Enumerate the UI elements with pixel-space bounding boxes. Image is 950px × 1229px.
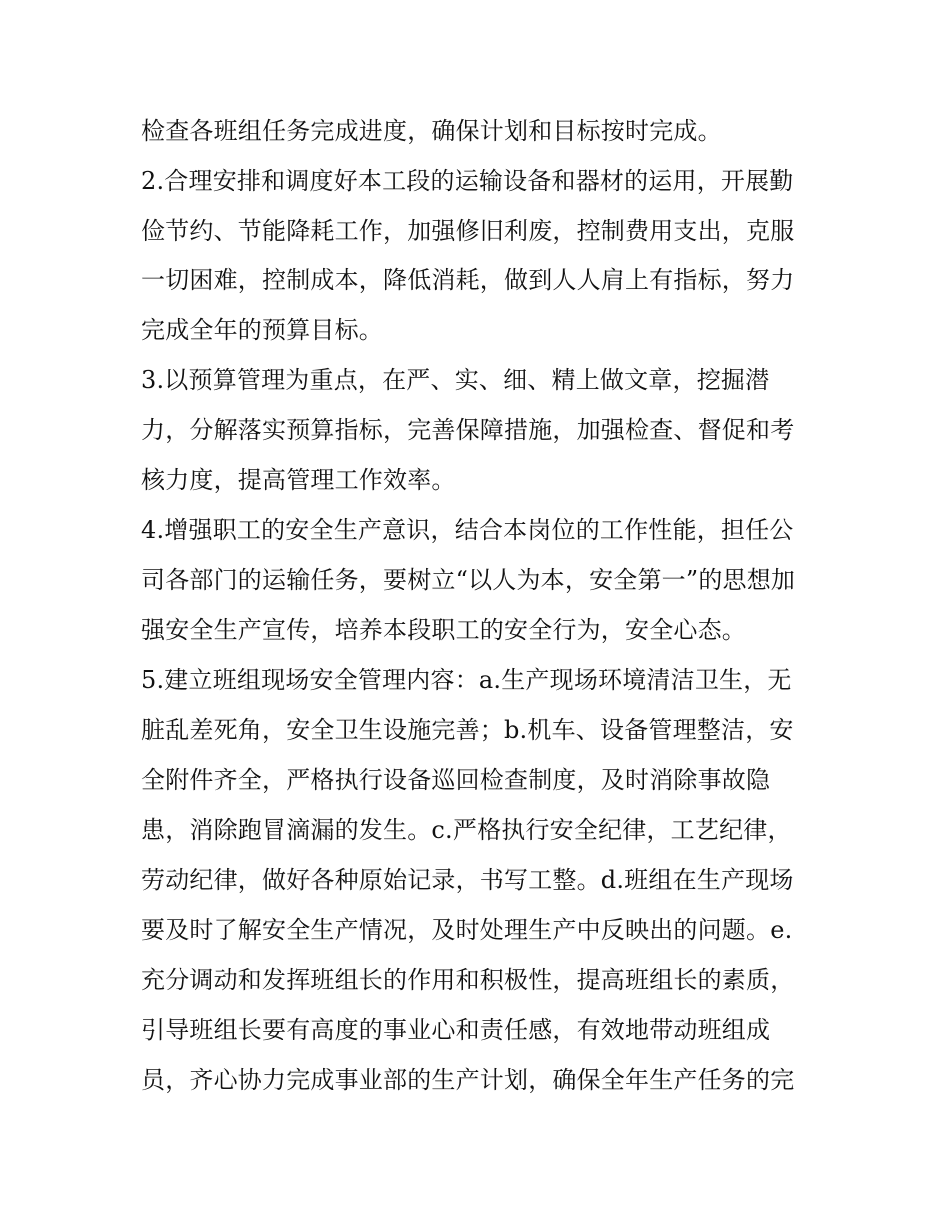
text-line: 患，消除跑冒滴漏的发生。c.严格执行安全纪律，工艺纪律， [141, 816, 792, 844]
text-line: 员，齐心协力完成事业部的生产计划，确保全年生产任务的完 [141, 1066, 795, 1094]
text-line: 全附件齐全，严格执行设备巡回检查制度，及时消除事故隐 [141, 766, 771, 794]
text-line: 3.以预算管理为重点，在严、实、细、精上做文章，挖掘潜 [141, 366, 770, 394]
text-line: 4.增强职工的安全生产意识，结合本岗位的工作性能，担任公 [141, 516, 794, 544]
text-line: 引导班组长要有高度的事业心和责任感，有效地带动班组成 [141, 1016, 771, 1044]
text-line: 力，分解落实预算指标，完善保障措施，加强检查、督促和考 [141, 416, 795, 444]
text-line: 5.建立班组现场安全管理内容：a.生产现场环境清洁卫生，无 [141, 666, 792, 694]
text-line: 充分调动和发挥班组长的作用和积极性，提高班组长的素质， [141, 966, 795, 994]
text-line: 检查各班组任务完成进度，确保计划和目标按时完成。 [141, 117, 722, 145]
text-line: 一切困难，控制成本，降低消耗，做到人人肩上有指标，努力 [141, 266, 795, 294]
text-line: 要及时了解安全生产情况，及时处理生产中反映出的问题。e. [141, 916, 793, 944]
text-line: 核力度，提高管理工作效率。 [141, 466, 456, 494]
text-line: 司各部门的运输任务，要树立“以人为本，安全第一”的思想加 [141, 566, 796, 594]
text-line: 强安全生产宣传，培养本段职工的安全行为，安全心态。 [141, 616, 746, 644]
text-line: 完成全年的预算目标。 [141, 316, 383, 344]
text-line: 劳动纪律，做好各种原始记录，书写工整。d.班组在生产现场 [141, 866, 794, 894]
text-line: 俭节约、节能降耗工作，加强修旧利废，控制费用支出，克服 [141, 217, 795, 245]
text-line: 脏乱差死角，安全卫生设施完善；b.机车、设备管理整洁，安 [141, 716, 794, 744]
text-line: 2.合理安排和调度好本工段的运输设备和器材的运用，开展勤 [141, 167, 794, 195]
